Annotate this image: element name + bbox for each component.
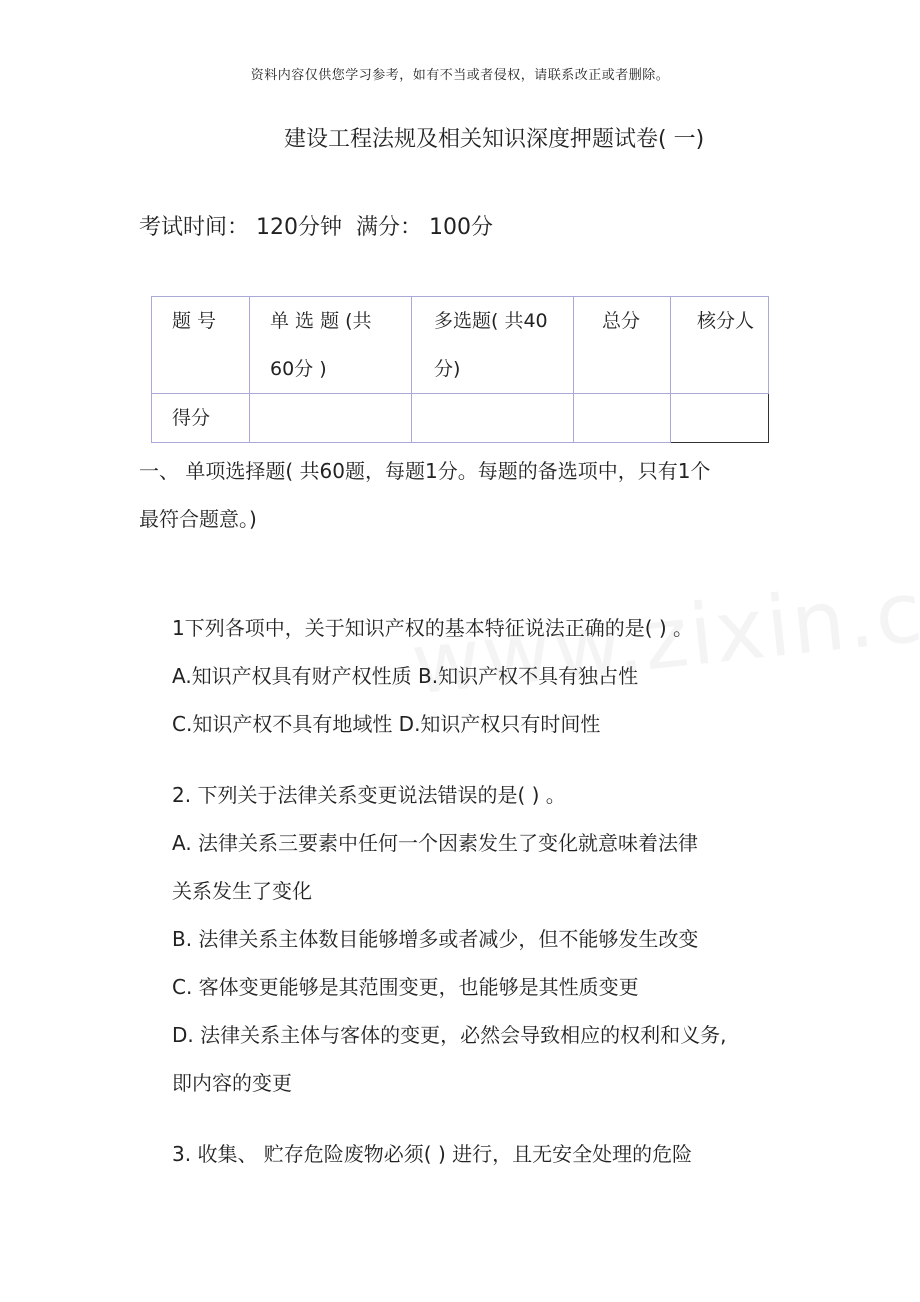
header-cell-text: 核分人: [697, 310, 755, 332]
question-option-line: C.知识产权不具有地域性 D.知识产权只有时间性: [172, 712, 601, 736]
question-option-line: A.知识产权具有财产权性质 B.知识产权不具有独占性: [172, 664, 639, 688]
score-cell-multi-choice: [412, 394, 574, 443]
header-cell-text: 60分 ): [270, 358, 327, 380]
section-heading: [139, 447, 799, 543]
exam-time: 考试时间： 120分钟: [139, 215, 342, 240]
score-cell-single-choice: [250, 394, 412, 443]
score-row-label-cell: [152, 394, 250, 443]
document-title-text: 建设工程法规及相关知识深度押题试卷( 一): [284, 127, 705, 152]
header-cell-text: 多选题( 共40: [434, 310, 548, 332]
question-3: [172, 1130, 812, 1178]
question-line: 3. 收集、 贮存危险废物必须( ) 进行，且无安全处理的危险: [172, 1142, 693, 1166]
question-option-line: A. 法律关系三要素中任何一个因素发生了变化就意味着法律: [172, 831, 699, 855]
header-cell-text: 分): [434, 358, 461, 380]
question-2: [172, 771, 812, 1107]
disclaimer-note: 资料内容仅供您学习参考，如有不当或者侵权，请联系改正或者删除。: [250, 68, 670, 83]
score-cell-checker: [671, 394, 769, 443]
header-cell-text: 题 号: [172, 310, 217, 332]
header-cell-text: 单 选 题 (共: [270, 310, 372, 332]
question-1: [172, 604, 812, 748]
question-option-line: C. 客体变更能够是其范围变更，也能够是其性质变更: [172, 975, 639, 999]
header-cell-multi-choice: [412, 297, 574, 394]
score-table: [151, 296, 769, 443]
section-heading-line: 最符合题意。): [139, 507, 257, 531]
score-cell-total: [574, 394, 671, 443]
header-cell-text: 总分: [602, 310, 641, 332]
score-table-header-row: [152, 297, 769, 394]
score-table-score-row: [152, 394, 769, 443]
header-cell-checker: [671, 297, 769, 394]
score-row-label: 得分: [172, 407, 211, 429]
header-cell-single-choice: [250, 297, 412, 394]
question-option-line: 关系发生了变化: [172, 879, 312, 903]
header-cell-total: [574, 297, 671, 394]
full-score: 满分： 100分: [356, 215, 493, 240]
question-option-line: D. 法律关系主体与客体的变更，必然会导致相应的权利和义务,: [172, 1023, 727, 1047]
exam-info: [139, 210, 493, 241]
section-heading-line: 一、 单项选择题( 共60题，每题1分。每题的备选项中，只有1个: [139, 459, 711, 483]
question-line: 1下列各项中，关于知识产权的基本特征说法正确的是( ) 。: [172, 616, 694, 640]
header-cell-question-number: [152, 297, 250, 394]
question-list: [172, 604, 812, 1178]
question-option-line: B. 法律关系主体数目能够增多或者减少，但不能够发生改变: [172, 927, 699, 951]
question-option-line: 即内容的变更: [172, 1071, 292, 1095]
question-line: 2. 下列关于法律关系变更说法错误的是( ) 。: [172, 783, 566, 807]
